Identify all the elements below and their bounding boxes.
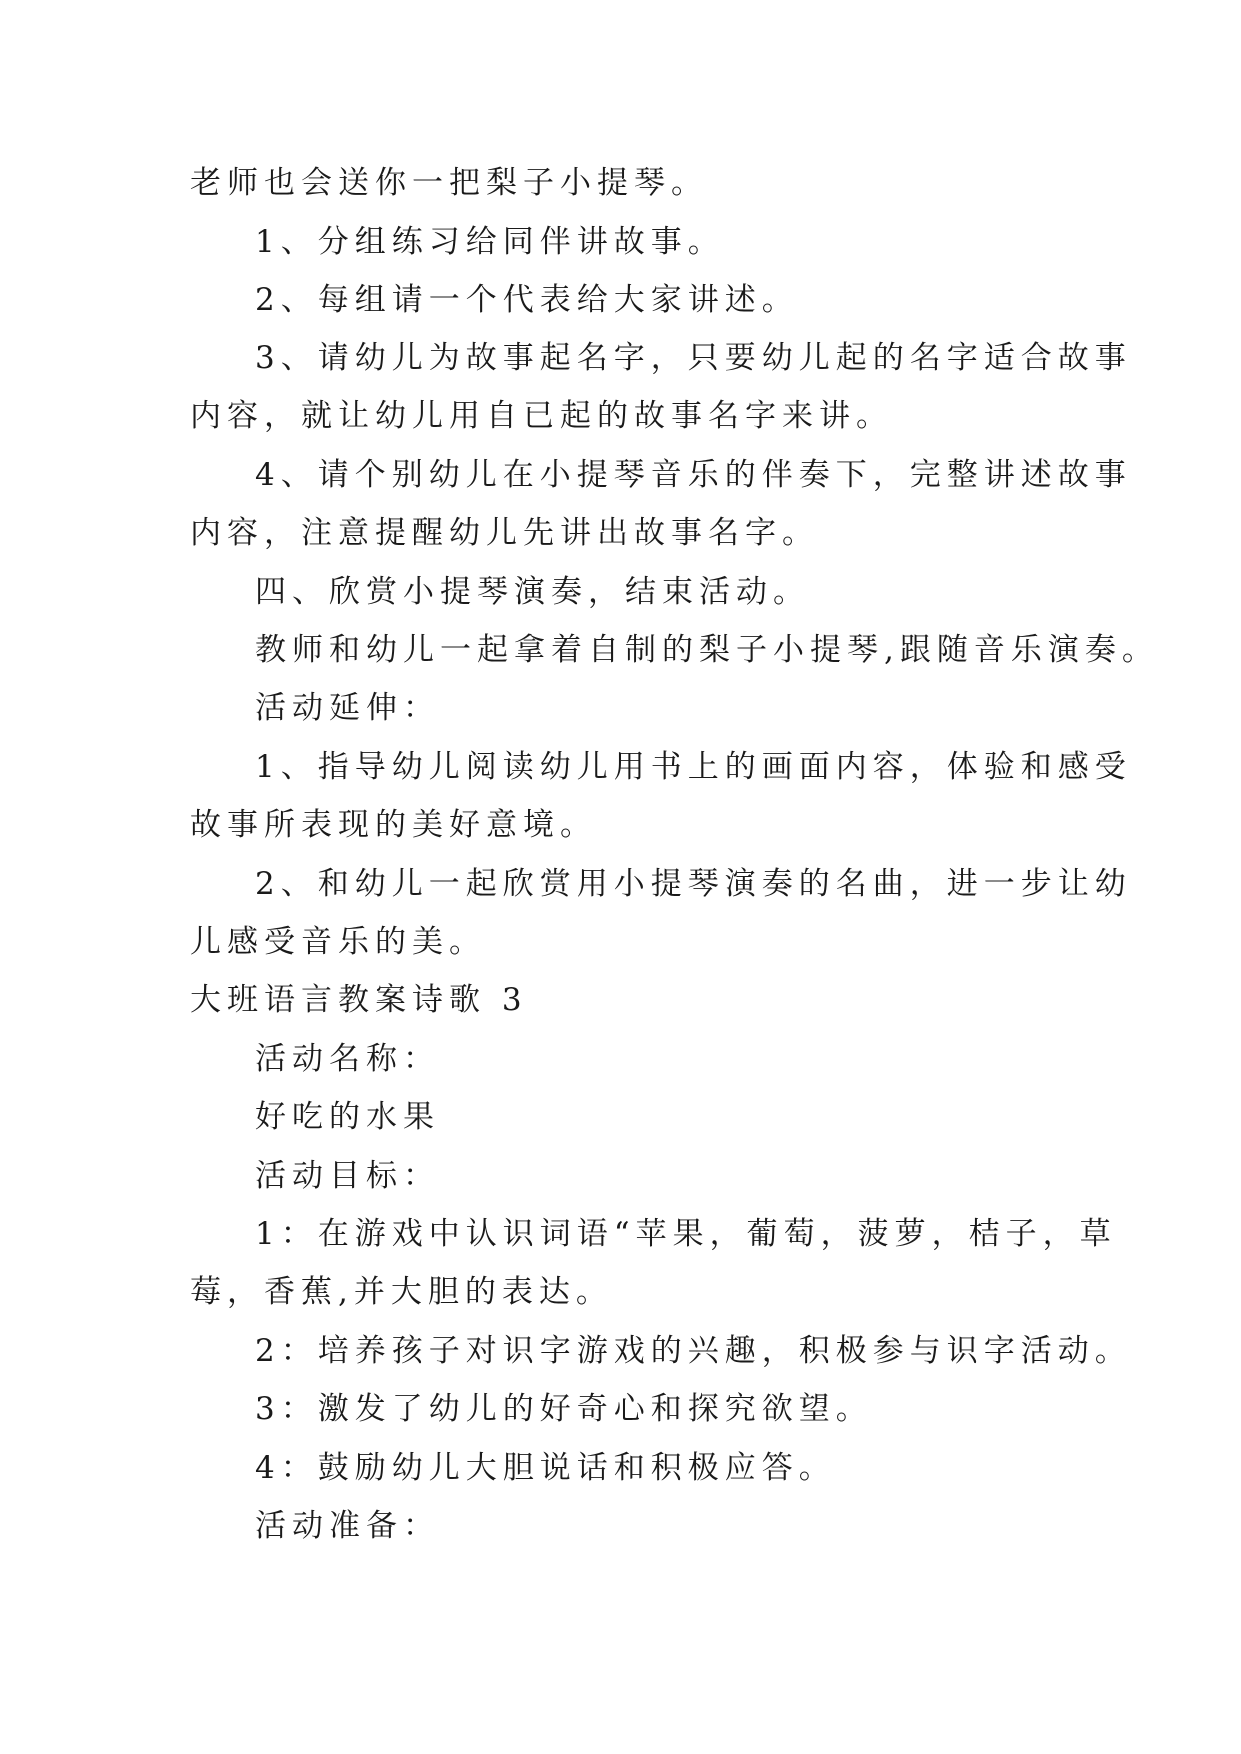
text-line: 莓，香蕉,并大胆的表达。 [190,1274,613,1310]
list-item: 3、请幼儿为故事起名字，只要幼儿起的名字适合故事 [255,340,1132,376]
text-line: 好吃的水果 [255,1099,440,1135]
list-item: 1、分组练习给同伴讲故事。 [255,224,725,260]
list-item: 4、请个别幼儿在小提琴音乐的伴奏下，完整讲述故事 [255,457,1132,493]
section-heading: 活动准备： [255,1508,440,1544]
text-line: 内容，注意提醒幼儿先讲出故事名字。 [190,515,819,551]
section-heading: 活动延伸： [255,690,440,726]
section-heading: 四、欣赏小提琴演奏，结束活动。 [255,574,810,610]
list-item: 3：激发了幼儿的好奇心和探究欲望。 [255,1391,873,1427]
list-item: 1：在游戏中认识词语“苹果，葡萄，菠萝，桔子，草 [255,1216,1117,1252]
document-title: 大班语言教案诗歌 3 [190,982,528,1018]
section-heading: 活动名称： [255,1041,440,1077]
section-heading: 活动目标： [255,1158,440,1194]
list-item: 2、每组请一个代表给大家讲述。 [255,282,799,318]
text-line: 教师和幼儿一起拿着自制的梨子小提琴,跟随音乐演奏。 [255,632,1159,668]
list-item: 2：培养孩子对识字游戏的兴趣，积极参与识字活动。 [255,1333,1132,1369]
text-line: 儿感受音乐的美。 [190,924,486,960]
list-item: 2、和幼儿一起欣赏用小提琴演奏的名曲，进一步让幼 [255,866,1132,902]
list-item: 1、指导幼儿阅读幼儿用书上的画面内容，体验和感受 [255,749,1132,785]
list-item: 4：鼓励幼儿大胆说话和积极应答。 [255,1450,836,1486]
text-line: 故事所表现的美好意境。 [190,807,597,843]
text-line: 老师也会送你一把梨子小提琴。 [190,165,708,201]
text-line: 内容，就让幼儿用自已起的故事名字来讲。 [190,398,893,434]
